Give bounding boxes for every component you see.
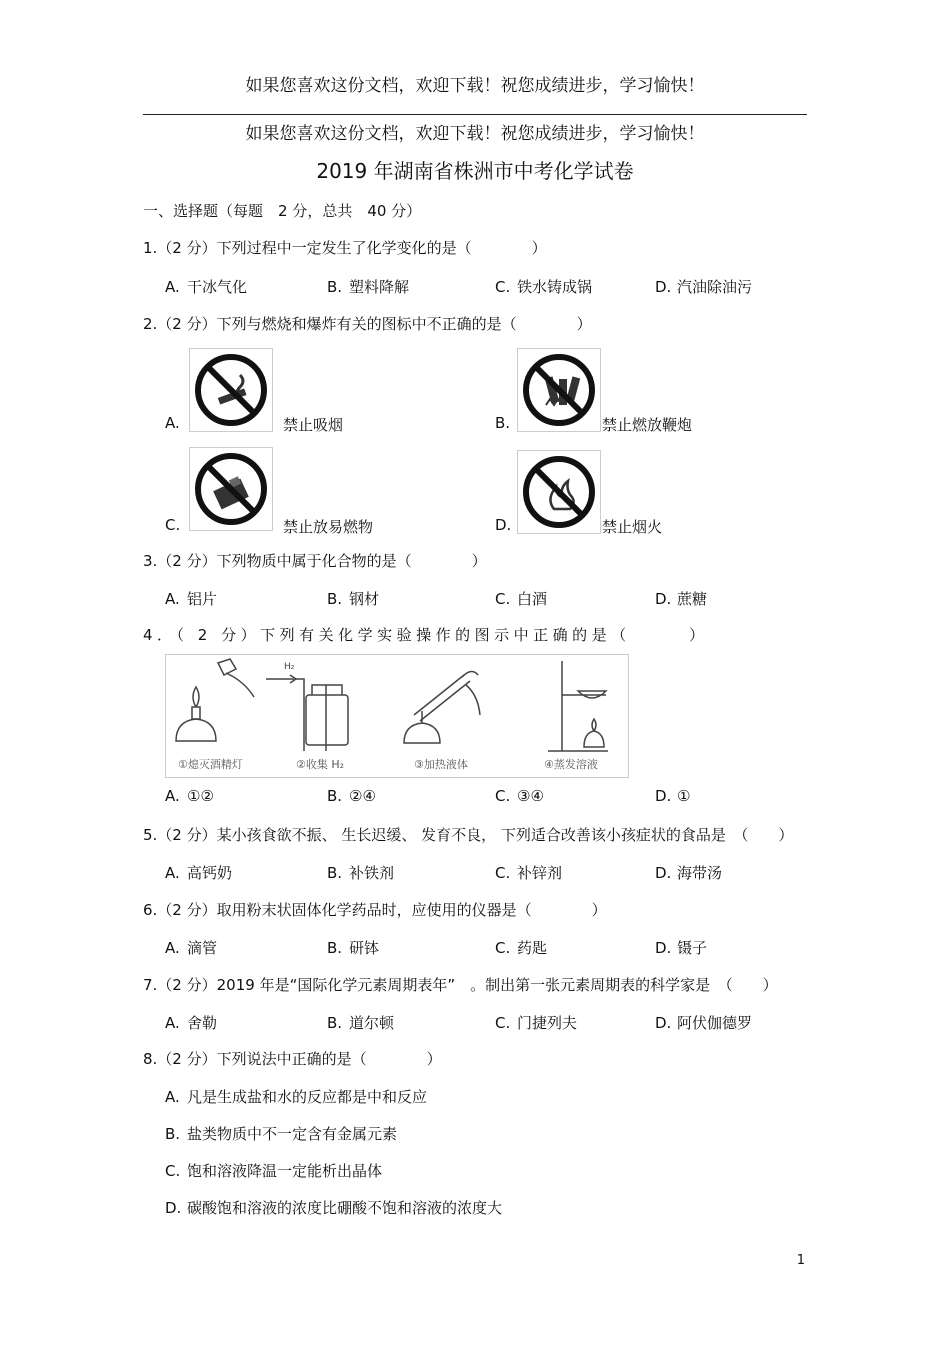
q4-option-a: A. ①② <box>165 787 214 805</box>
q4-option-b: B. ②④ <box>327 787 376 805</box>
q2-option-a-text: 禁止吸烟 <box>283 416 344 434</box>
second-banner: 如果您喜欢这份文档，欢迎下载！祝您成绩进步，学习愉快！ <box>245 124 705 144</box>
q2-option-d-letter: D. <box>495 516 512 534</box>
section-heading: 一、选择题（每题 2 分，总共 40 分） <box>143 202 422 220</box>
q6-option-a: A. 滴管 <box>165 939 218 957</box>
question-5-stem: 5.（2 分）某小孩食欲不振、 生长迟缓、 发育不良， 下列适合改善该小孩症状的食品是 （ ） <box>143 826 794 844</box>
no-fireworks-icon <box>517 348 601 432</box>
q3-option-b: B. 钢材 <box>327 590 380 608</box>
figure-label-1: ①熄灭酒精灯 <box>178 758 243 771</box>
alcohol-lamp-drawing <box>176 659 254 741</box>
question-2-stem: 2.（2 分）下列与燃烧和爆炸有关的图标中不正确的是（ ） <box>143 315 592 333</box>
question-1-stem: 1.（2 分）下列过程中一定发生了化学变化的是（ ） <box>143 239 547 257</box>
no-flammables-icon <box>189 447 273 531</box>
gas-bottle-drawing <box>266 662 348 751</box>
q5-option-b: B. 补铁剂 <box>327 864 395 882</box>
q7-option-d: D. 阿伏伽德罗 <box>655 1014 753 1032</box>
q2-option-b-letter: B. <box>495 414 511 432</box>
evaporation-drawing <box>548 661 608 751</box>
question-8-stem: 8.（2 分）下列说法中正确的是（ ） <box>143 1050 442 1068</box>
q8-option-a: A. 凡是生成盐和水的反应都是中和反应 <box>165 1088 428 1106</box>
header-divider <box>143 114 807 115</box>
no-smoking-icon <box>189 348 273 432</box>
figure-gas-label: H₂ <box>284 662 295 672</box>
figure-label-3: ③加热液体 <box>414 758 468 771</box>
q6-option-c: C. 药匙 <box>495 939 548 957</box>
page-title: 2019 年湖南省株洲市中考化学试卷 <box>316 159 634 183</box>
q2-option-c-text: 禁止放易燃物 <box>283 518 374 536</box>
q7-option-c: C. 门捷列夫 <box>495 1014 578 1032</box>
q6-option-d: D. 镊子 <box>655 939 708 957</box>
top-banner: 如果您喜欢这份文档，欢迎下载！祝您成绩进步，学习愉快！ <box>245 76 705 96</box>
q3-option-d: D. 蔗糖 <box>655 590 708 608</box>
question-6-stem: 6.（2 分）取用粉末状固体化学药品时，应使用的仪器是（ ） <box>143 901 607 919</box>
question-7-stem: 7.（2 分）2019 年是“国际化学元素周期表年” 。制出第一张元素周期表的科学家是 （ ） <box>143 976 778 994</box>
q4-option-c: C. ③④ <box>495 787 544 805</box>
q5-option-a: A. 高钙奶 <box>165 864 233 882</box>
figure-label-2: ②收集 H₂ <box>296 758 345 771</box>
q8-option-c: C. 饱和溶液降温一定能析出晶体 <box>165 1162 383 1180</box>
page-number: 1 <box>796 1253 805 1268</box>
q2-option-b-text: 禁止燃放鞭炮 <box>602 416 693 434</box>
q3-option-a: A. 铝片 <box>165 590 218 608</box>
q8-option-d: D. 碳酸饱和溶液的浓度比硼酸不饱和溶液的浓度大 <box>165 1199 503 1217</box>
q5-option-d: D. 海带汤 <box>655 864 723 882</box>
q4-option-d: D. ① <box>655 787 691 805</box>
question-3-stem: 3.（2 分）下列物质中属于化合物的是（ ） <box>143 552 487 570</box>
no-open-flame-icon <box>517 450 601 534</box>
q7-option-a: A. 舍勒 <box>165 1014 218 1032</box>
q3-option-c: C. 白酒 <box>495 590 548 608</box>
q8-option-b: B. 盐类物质中不一定含有金属元素 <box>165 1125 398 1143</box>
q5-option-c: C. 补锌剂 <box>495 864 563 882</box>
q2-option-d-text: 禁止烟火 <box>602 518 663 536</box>
q7-option-b: B. 道尔顿 <box>327 1014 395 1032</box>
q1-option-a: A. 干冰气化 <box>165 278 248 296</box>
q1-option-c: C. 铁水铸成锅 <box>495 278 593 296</box>
question-4-stem: 4．（ 2 分）下列有关化学实验操作的图示中正确的是（ ） <box>143 626 709 644</box>
q1-option-d: D. 汽油除油污 <box>655 278 753 296</box>
lab-operations-figure <box>165 654 629 778</box>
q6-option-b: B. 研钵 <box>327 939 380 957</box>
figure-label-4: ④蒸发溶液 <box>544 758 598 771</box>
q1-option-b: B. 塑料降解 <box>327 278 410 296</box>
heating-liquid-drawing <box>404 671 480 743</box>
q2-option-a-letter: A. <box>165 414 180 432</box>
q2-option-c-letter: C. <box>165 516 181 534</box>
